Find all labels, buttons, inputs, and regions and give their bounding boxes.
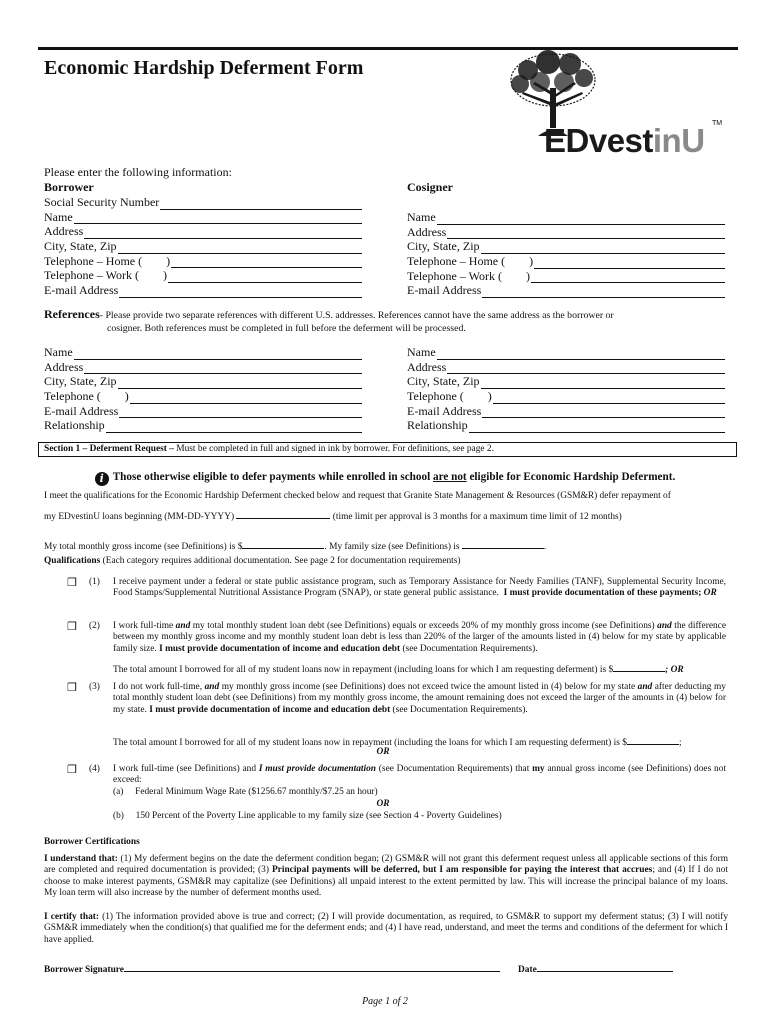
item-3-total-line: The total amount I borrowed for all of my student loans now in repayment (including the loans for which I am requesting deferment) is $ ; (113, 735, 682, 749)
ref2-relationship-field[interactable]: Relationship (407, 418, 725, 433)
info-icon: i (95, 472, 109, 486)
item-4-option-b: (b) 150 Percent of the Poverty Line applicable to my family size (see Section 4 - Poverty Guidelines) (113, 811, 502, 821)
monthly-income-field[interactable] (242, 539, 324, 549)
item-4-option-a: (a) Federal Minimum Wage Rate ($1256.67 monthly/$7.25 an hour) (113, 787, 378, 797)
item-1-checkbox[interactable]: ❒ (67, 577, 77, 589)
page-title: Economic Hardship Deferment Form (44, 57, 364, 79)
reference-1-fields (44, 345, 362, 433)
cosigner-heading: Cosigner (407, 180, 453, 194)
item-4-checkbox[interactable]: ❒ (67, 764, 77, 776)
item-2-total-field[interactable] (613, 662, 665, 672)
ref1-city-field[interactable]: City, State, Zip (44, 374, 362, 389)
ref2-address-field[interactable]: Address (407, 360, 725, 375)
item-2-total-line: The total amount I borrowed for all of my student loans now in repayment (including loans for which I am requesting deferment) is $ ; OR (113, 662, 684, 676)
references-instructions: References- Please provide two separate references with different U.S. addresses. References cannot have the same address as the borrower or cosigner. Both references must be completed in full before the deferment will be processed. (44, 307, 614, 334)
references-label: References (44, 307, 100, 321)
item-1-text: I receive payment under a federal or state public assistance program, such as Temporary Assistance for Needy Families (TANF), Supplemental Security Income, Food Stamps/Supplemental Nutritional Assistance Program (SNAP), or state general public assistance. I must provide documentation of these payments; OR (113, 577, 726, 599)
understand-paragraph: I understand that: (1) My deferment begins on the date the deferment condition began; (2) GSM&R will not grant this deferment request unless all applicable sections of this form are completed and required documentation is provided; (3) Principal payments will be deferred, but I am responsible for paying the interest that accrues; and (4) If I do not choose to make interest payments, GSM&R may capitalize (see Definitions) all unpaid interest to the extent permitted by law. This will increase the principal balance of my loans. My loan term will also increase by the number of deferment months used. (44, 854, 729, 898)
signature-date-field[interactable] (537, 962, 673, 972)
date-line: Date (518, 962, 673, 976)
ref2-name-field[interactable]: Name (407, 345, 725, 360)
borrower-email-field[interactable]: E-mail Address (44, 283, 362, 298)
cosigner-tel-home-field[interactable]: Telephone – Home ( ) (407, 254, 725, 269)
item-3-or: OR (376, 747, 390, 757)
ref1-relationship-field[interactable]: Relationship (44, 418, 362, 433)
logo-wordmark: EDvestinU (544, 122, 705, 159)
cosigner-name-field[interactable]: Name (407, 210, 725, 225)
family-size-field[interactable] (462, 539, 544, 549)
item-2-checkbox[interactable]: ❒ (67, 621, 77, 633)
ref1-address-field[interactable]: Address (44, 360, 362, 375)
borrower-ssn-field[interactable]: Social Security Number (44, 195, 362, 210)
item-3-number: (3) (89, 682, 100, 692)
section-1-header: Section 1 – Deferment Request – Must be completed in full and signed in ink by borrower. For definitions, see page 2. (38, 442, 737, 457)
item-1-number: (1) (89, 577, 100, 587)
borrower-tel-home-field[interactable]: Telephone – Home ( ) (44, 254, 362, 269)
cosigner-email-field[interactable]: E-mail Address (407, 283, 725, 298)
certifications-heading: Borrower Certifications (44, 837, 140, 847)
certify-paragraph: I certify that: (1) The information provided above is true and correct; (2) I will provide documentation, as required, to GSM&R to support my deferment status; (3) I will notify GSM&R immediately when the condition(s) that qualified me for the deferment ends; and (4) I have read, understand, and meet the terms and conditions of the deferment for which I have applied. (44, 912, 729, 945)
ref2-tel-field[interactable]: Telephone ( ) (407, 389, 725, 404)
item-4-or: OR (376, 799, 390, 809)
begin-date-field[interactable] (236, 509, 330, 519)
borrower-heading: Borrower (44, 180, 94, 194)
cosigner-address-field[interactable]: Address (407, 225, 725, 240)
item-2-text: I work full-time and my total monthly student loan debt (see Definitions) equals or exceeds 20% of my monthly gross income (see Definitions) and the difference between my monthly gross income and my monthly student loan debt is less than 220% of the larger of the amounts listed in (4) below for my state by applicable family size. I must provide documentation of income and education debt (see Documentation Requirements). (113, 621, 727, 654)
trademark-mark: TM (712, 120, 723, 127)
ref1-email-field[interactable]: E-mail Address (44, 404, 362, 419)
ref2-city-field[interactable]: City, State, Zip (407, 374, 725, 389)
intro-text: Please enter the following information: (44, 165, 232, 179)
item-3-total-field[interactable] (627, 735, 679, 745)
qualifications-line: Qualifications (Each category requires additional documentation. See page 2 for documentation requirements) (44, 556, 461, 566)
ref1-name-field[interactable]: Name (44, 345, 362, 360)
borrower-tel-work-field[interactable]: Telephone – Work ( ) (44, 268, 362, 283)
borrower-signature-field[interactable] (124, 962, 500, 972)
item-3-checkbox[interactable]: ❒ (67, 682, 77, 694)
item-4-number: (4) (89, 764, 100, 774)
item-2-number: (2) (89, 621, 100, 631)
cosigner-fields (407, 210, 725, 298)
ref2-email-field[interactable]: E-mail Address (407, 404, 725, 419)
borrower-fields (44, 195, 362, 298)
ref1-tel-field[interactable]: Telephone ( ) (44, 389, 362, 404)
item-3-text: I do not work full-time, and my monthly gross income (see Definitions) does not exceed twice the amount listed in (4) below for my state and after deducting my total monthly student loan debt (see Definitions) from my monthly gross income, the amount remaining does not exceed the larger of the amounts in (4) below for my state. I must provide documentation of income and education debt (see Documentation Requirements). (113, 682, 726, 715)
page-footer: Page 1 of 2 (362, 996, 408, 1007)
signature-line: Borrower Signature (44, 962, 500, 976)
borrower-city-field[interactable]: City, State, Zip (44, 239, 362, 254)
qualify-line-1: I meet the qualifications for the Economic Hardship Deferment checked below and request that Granite State Management & Resources (GSM&R) defer repayment of (44, 491, 671, 501)
eligibility-notice: i Those otherwise eligible to defer payments while enrolled in school are not eligible for Economic Hardship Deferment. (0, 471, 770, 486)
cosigner-tel-work-field[interactable]: Telephone – Work ( ) (407, 269, 725, 284)
cosigner-city-field[interactable]: City, State, Zip (407, 239, 725, 254)
edvestinu-logo (498, 48, 738, 160)
income-line: My total monthly gross income (see Definitions) is $ . My family size (see Definitions) is . (44, 539, 546, 553)
borrower-name-field[interactable]: Name (44, 210, 362, 225)
reference-2-fields (407, 345, 725, 433)
borrower-address-field[interactable]: Address (44, 224, 362, 239)
item-4-text: I work full-time (see Definitions) and I must provide documentation (see Documentation Requirements) that my annual gross income (see Definitions) does not exceed: (113, 764, 726, 786)
qualify-line-2: my EDvestinU loans beginning (MM-DD-YYYY) (time limit per approval is 3 months for a maximum time limit of 12 months) (44, 509, 622, 523)
